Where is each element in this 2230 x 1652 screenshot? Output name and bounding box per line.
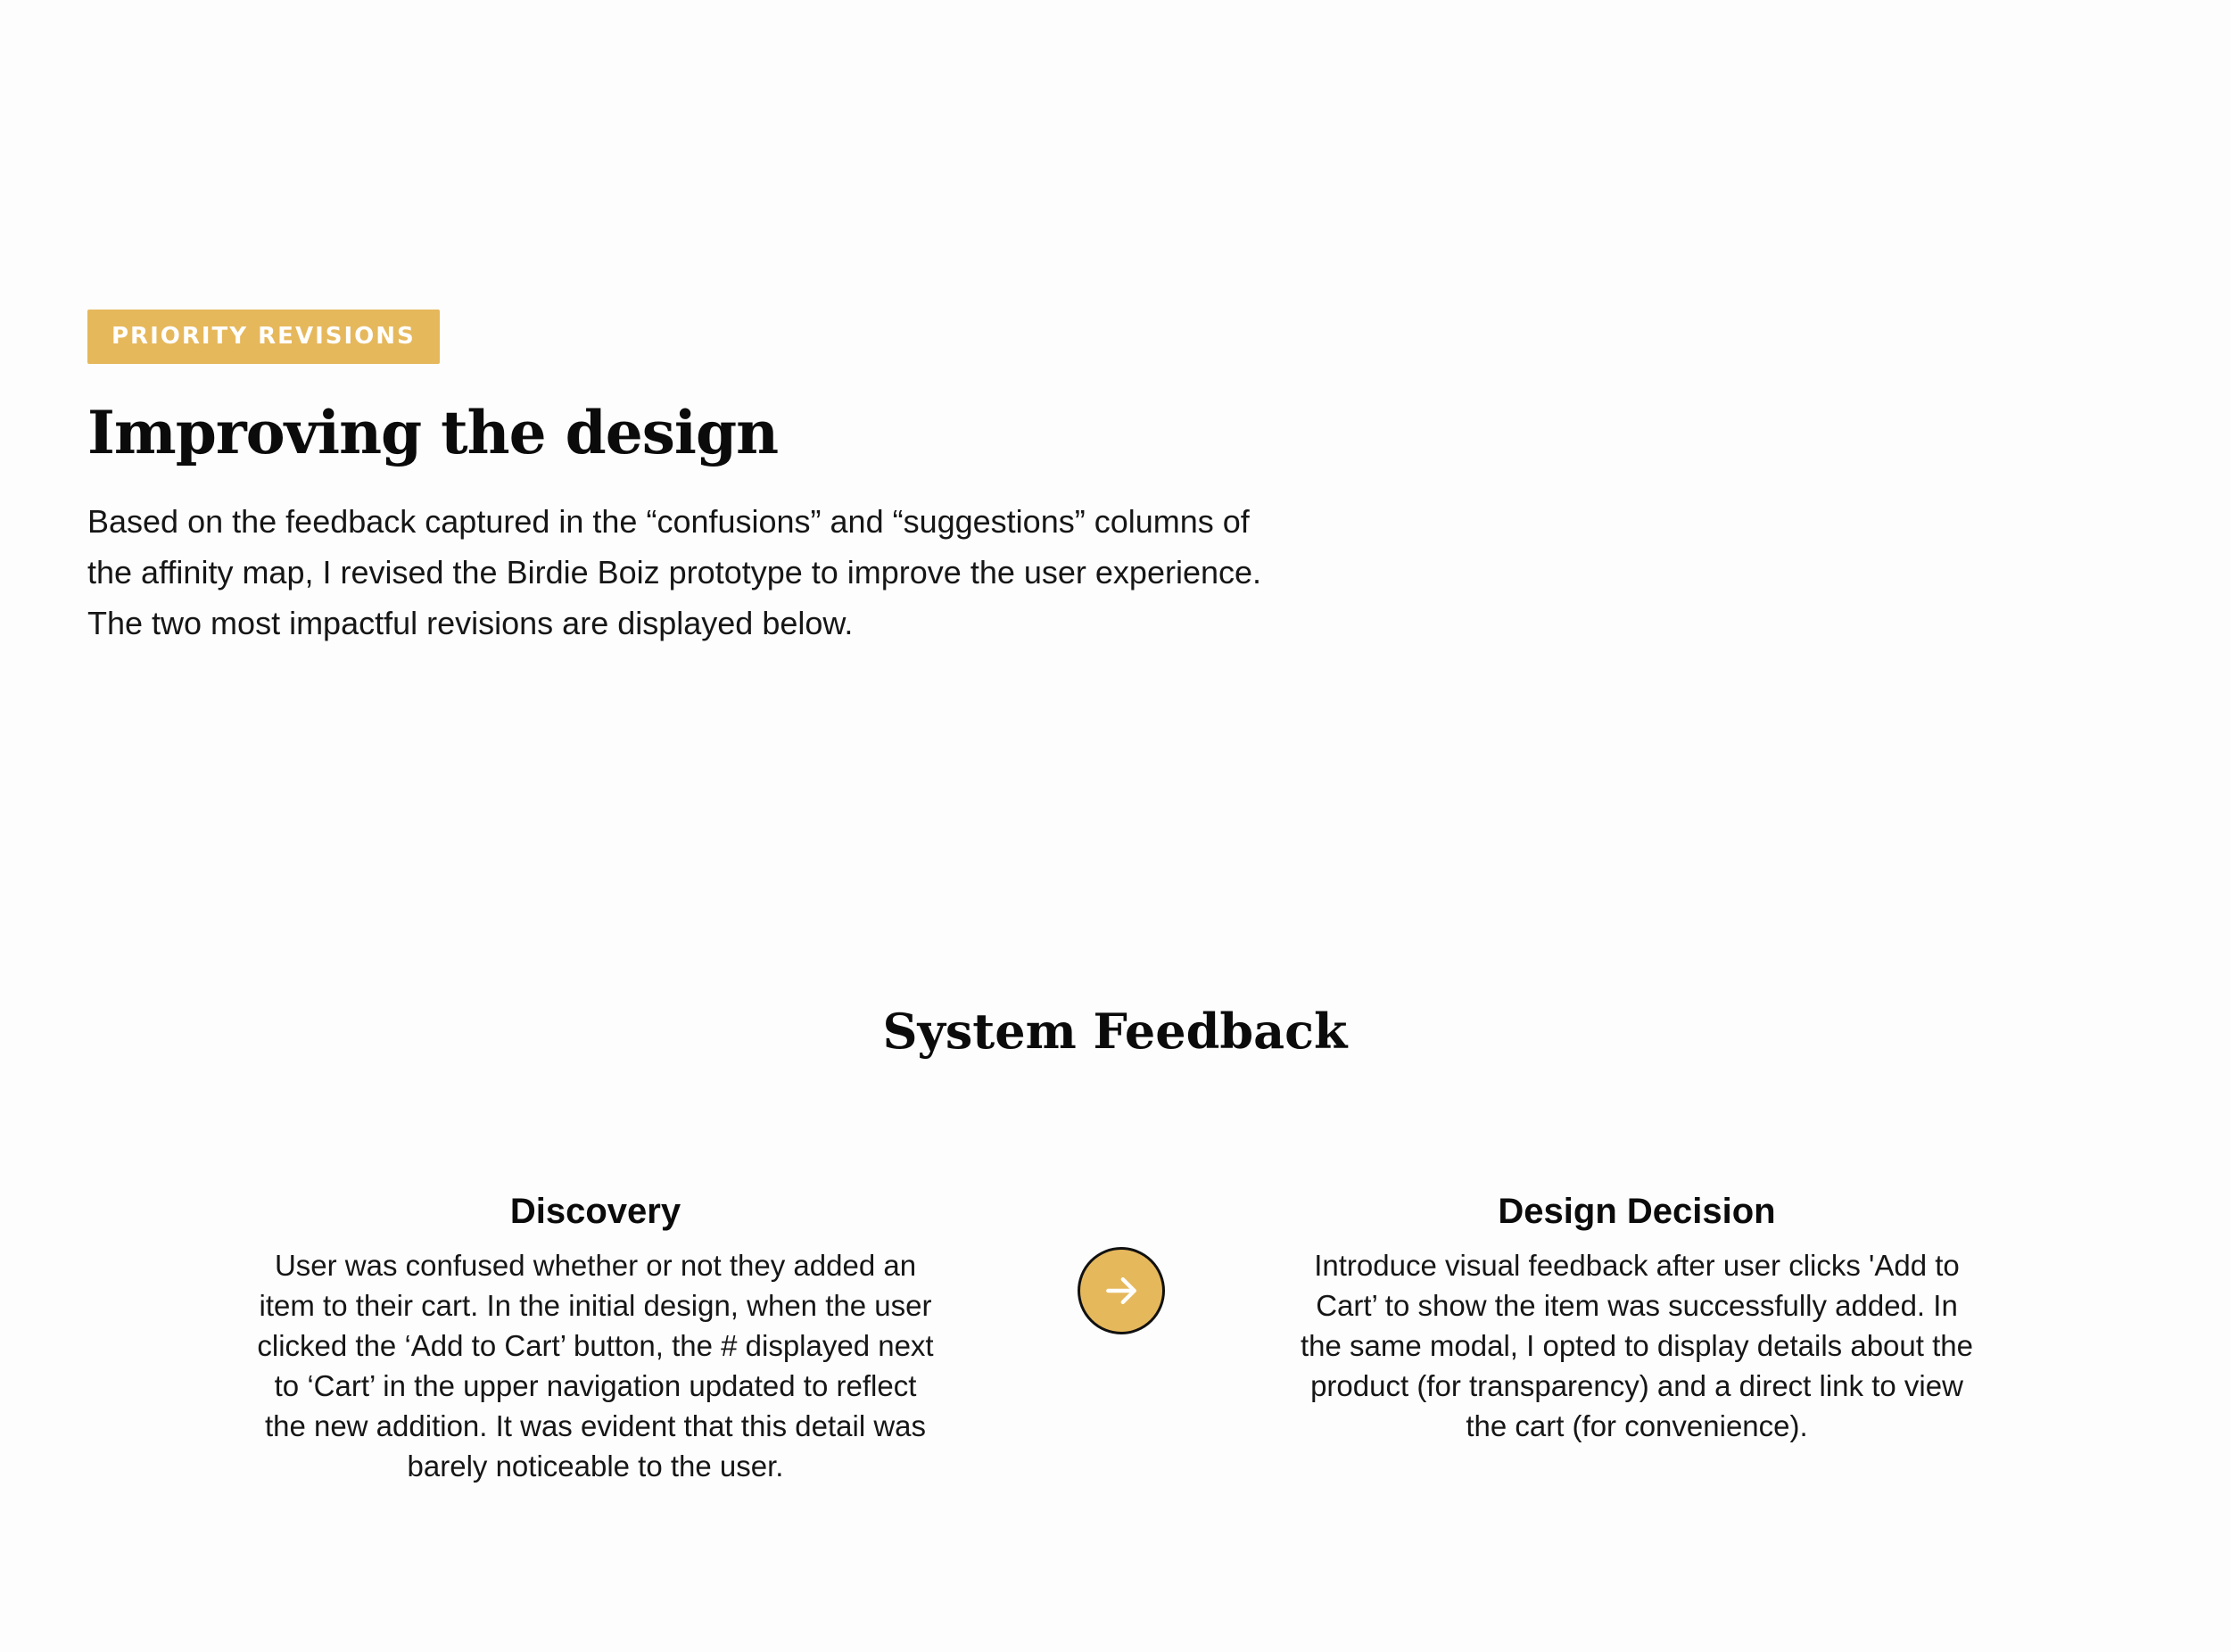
design-decision-text: Introduce visual feedback after user clicks 'Add to Cart’ to show the item was successfully added. In the same modal, I opted to display details about the product (for transparency) and a direct link to view the cart (for convenience). <box>1301 1249 1973 1442</box>
discovery-column <box>254 1186 937 1486</box>
design-decision-column <box>1293 1186 1980 1446</box>
discovery-heading: Discovery <box>509 1192 681 1231</box>
next-arrow-button[interactable] <box>1078 1247 1165 1334</box>
section-title: System Feedback <box>882 1003 1348 1060</box>
design-decision-heading: Design Decision <box>1498 1192 1776 1231</box>
arrow-right-icon <box>1102 1271 1141 1310</box>
intro-paragraph: Based on the feedback captured in the “confusions” and “suggestions” columns of the affinity map, I revised the Birdie Boiz prototype to improve the user experience. The two most impactful revisions are displayed below. <box>87 503 1262 641</box>
discovery-text: User was confused whether or not they added an item to their cart. In the initial design, when the user clicked the ‘Add to Cart’ button, the # displayed next to ‘Cart’ in the upper navigation updated to reflect the new addition. It was evident that this detail was barely noticeable to the user. <box>257 1249 934 1483</box>
page-title: Improving the design <box>87 398 779 467</box>
section-badge: PRIORITY REVISIONS <box>87 310 440 364</box>
